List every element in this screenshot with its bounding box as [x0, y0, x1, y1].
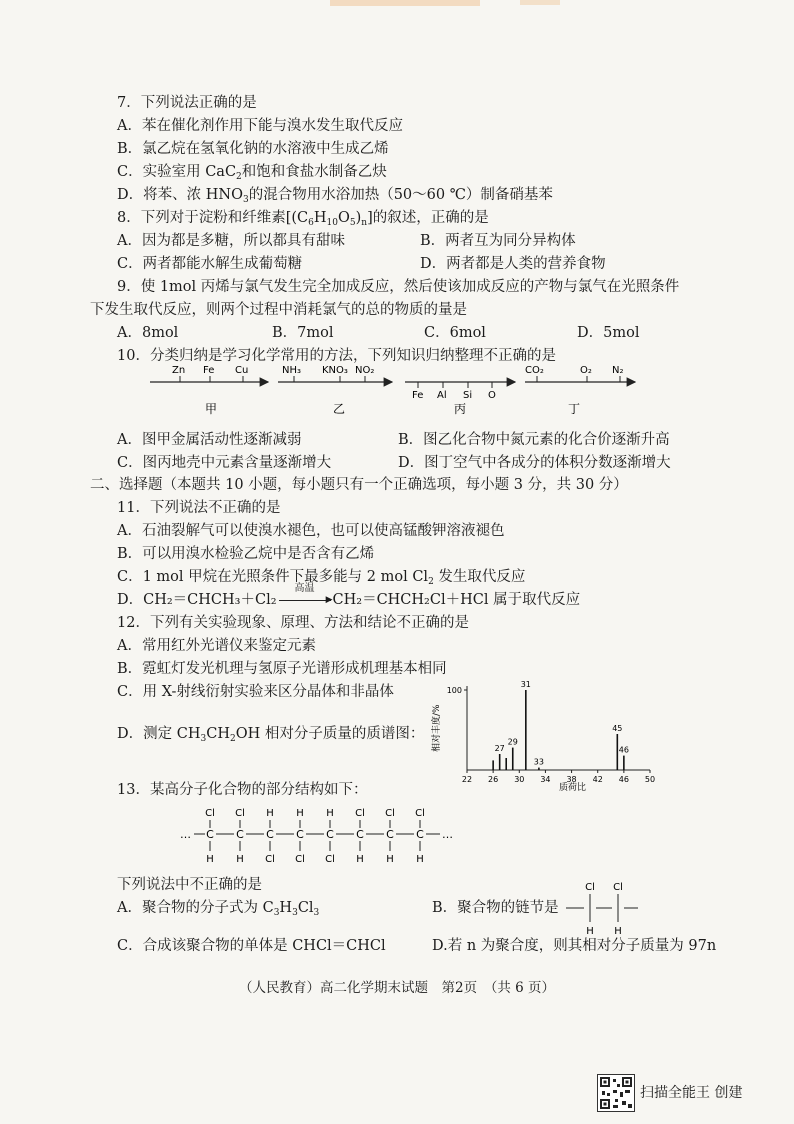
peak-label: 46 — [618, 745, 629, 755]
carbon-atom: C — [296, 828, 304, 841]
q7-option-a: A．苯在催化剂作用下能与溴水发生取代反应 — [117, 118, 403, 134]
reaction-condition: 高温 — [294, 583, 315, 594]
carbon-atom: C — [356, 828, 364, 841]
q10-stem: 10．分类归纳是学习化学常用的方法，下列知识归纳整理不正确的是 — [117, 348, 556, 364]
bing-label: Si — [463, 390, 473, 401]
substituent-atom: H — [326, 808, 334, 819]
bing-name: 丙 — [454, 402, 467, 416]
polymer-structure — [180, 800, 480, 870]
y-axis-label: 相对丰度/% — [432, 704, 442, 752]
q12-option-d: D．测定 $CH_3CH_2OH$ 相对分子质量的质谱图： — [117, 726, 425, 744]
q7-option-c: C．实验室用 CaC$_2$和饱和食盐水制备乙炔 — [117, 164, 387, 182]
peak-label: 27 — [494, 744, 505, 753]
substituent-atom: Cl — [355, 808, 365, 819]
q9-option-c: C．6mol — [424, 325, 486, 341]
q12-stem: 12．下列有关实验现象、原理、方法和结论不正确的是 — [117, 615, 469, 631]
q11-option-a: A．石油裂解气可以使溴水褪色，也可以使高锰酸钾溶液褪色 — [117, 523, 505, 539]
repeat-unit-structure — [560, 870, 640, 934]
section-2-heading: 二、选择题（本题共 10 小题，每小题只有一个正确选项，每小题 3 分，共 30 分） — [90, 477, 628, 493]
qr-code-icon — [597, 1074, 635, 1112]
x-tick-label: 50 — [644, 775, 656, 784]
bing-label: Al — [437, 390, 447, 401]
yi-label: NO₂ — [355, 365, 375, 376]
substituent-atom: H — [386, 854, 394, 865]
substituent-atom: H — [266, 808, 274, 819]
chain-continuation: … — [180, 828, 191, 841]
reaction-arrow-head: ▶ — [325, 595, 333, 605]
ding-label: CO₂ — [525, 365, 544, 376]
q12-option-b: B．霓虹灯发光机理与氢原子光谱形成机理基本相同 — [117, 661, 447, 677]
q13-option-a: A．聚合物的分子式为 $C_3H_3Cl_3$ — [117, 900, 320, 918]
peak-label: 33 — [533, 757, 544, 767]
substituent-atom: Cl — [235, 808, 245, 819]
q8-option-c: C．两者都能水解生成葡萄糖 — [117, 256, 303, 272]
q10-option-d: D．图丁空气中各成分的体积分数逐渐增大 — [398, 455, 671, 471]
top-edge-mark — [330, 0, 480, 6]
x-tick-label: 46 — [618, 775, 629, 784]
q12-option-c: C．用 X-射线衍射实验来区分晶体和非晶体 — [117, 684, 394, 700]
yi-label: KNO₃ — [322, 365, 348, 376]
x-tick-label: 30 — [514, 775, 525, 784]
carbon-atom: C — [416, 828, 424, 841]
substituent-atom: Cl — [205, 808, 215, 819]
bing-label: O — [488, 390, 496, 401]
mass-spectrum-chart — [425, 678, 665, 793]
q9-option-b: B．7mol — [272, 325, 334, 341]
jia-name: 甲 — [205, 402, 218, 416]
substituent-atom: H — [236, 854, 244, 865]
substituent-atom: Cl — [385, 808, 395, 819]
q13-option-d: D.若 n 为聚合度，则其相对分子质量为 97n — [432, 938, 717, 954]
q10-diagrams — [0, 360, 794, 420]
yi-name: 乙 — [333, 402, 346, 416]
peak-label: 31 — [520, 680, 531, 689]
substituent-atom: H — [206, 854, 214, 865]
q9-option-d: D．5mol — [577, 325, 640, 341]
top-edge-mark — [520, 0, 560, 5]
ding-label: N₂ — [612, 365, 624, 376]
substituent-atom: H — [356, 854, 364, 865]
carbon-atom: C — [326, 828, 334, 841]
q8-stem: 8．下列对于淀粉和纤维素$[(C_6H_{10}O_5)_n]$的叙述，正确的是 — [117, 210, 489, 228]
carbon-atom: C — [266, 828, 274, 841]
q7-option-b: B．氯乙烷在氢氧化钠的水溶液中生成乙烯 — [117, 141, 389, 157]
q10-option-b: B．图乙化合物中氮元素的化合价逐渐升高 — [398, 432, 670, 448]
q9-option-a: A．8mol — [117, 325, 179, 341]
substituent-atom: Cl — [325, 854, 335, 865]
carbon-atom: C — [236, 828, 244, 841]
substituent-atom: H — [614, 926, 622, 934]
scanner-watermark: 扫描全能王 创建 — [640, 1085, 743, 1101]
q13-question: 下列说法中不正确的是 — [117, 877, 262, 893]
page-footer: （人民教育）高二化学期末试题 第2页 （共 6 页） — [238, 980, 555, 996]
q11-option-c: C．1 mol 甲烷在光照条件下最多能与 2 mol $Cl_2$ 发生取代反应 — [117, 569, 526, 587]
yi-label: NH₃ — [282, 365, 302, 376]
substituent-atom: Cl — [585, 882, 595, 893]
q13-option-c: C．合成该聚合物的单体是 CHCl＝CHCl — [117, 938, 386, 954]
q13-option-b: B．聚合物的链节是 — [432, 900, 559, 916]
q8-option-b: B．两者互为同分异构体 — [420, 233, 576, 249]
peak-label: 45 — [612, 724, 623, 733]
jia-label: Zn — [172, 365, 186, 376]
carbon-atom: C — [206, 828, 214, 841]
x-tick-label: 38 — [566, 775, 577, 784]
q10-option-a: A．图甲金属活动性逐渐减弱 — [117, 432, 302, 448]
x-tick-label: 26 — [488, 775, 499, 784]
jia-label: Fe — [203, 365, 215, 376]
substituent-atom: Cl — [613, 882, 623, 893]
q13-stem: 13．某高分子化合物的部分结构如下： — [117, 782, 368, 798]
q11-stem: 11．下列说法不正确的是 — [117, 500, 281, 516]
q11-option-b: B．可以用溴水检验乙烷中是否含有乙烯 — [117, 546, 375, 562]
carbon-atom: C — [386, 828, 394, 841]
bing-label: Fe — [412, 390, 424, 401]
q7-stem: 7．下列说法正确的是 — [117, 95, 257, 111]
q8-option-d: D．两者都是人类的营养食物 — [420, 256, 606, 272]
substituent-atom: Cl — [415, 808, 425, 819]
q9-stem-line1: 9．使 1mol 丙烯与氯气发生完全加成反应，然后使该加成反应的产物与氯气在光照条件 — [117, 279, 680, 295]
x-tick-label: 34 — [540, 775, 551, 784]
chain-continuation: … — [442, 828, 453, 841]
x-tick-label: 42 — [592, 775, 603, 784]
substituent-atom: H — [296, 808, 304, 819]
q12-option-a: A．常用红外光谱仪来鉴定元素 — [117, 638, 316, 654]
q9-stem-line2: 下发生取代反应，则两个过程中消耗氯气的总的物质的量是 — [90, 302, 467, 318]
jia-label: Cu — [235, 365, 249, 376]
q8-option-a: A．因为都是多糖，所以都具有甜味 — [117, 233, 345, 249]
substituent-atom: Cl — [265, 854, 275, 865]
x-axis-label: 质荷比 — [559, 783, 587, 793]
peak-label: 29 — [507, 737, 518, 747]
ding-name: 丁 — [568, 402, 581, 416]
q10-option-c: C．图丙地壳中元素含量逐渐增大 — [117, 455, 332, 471]
substituent-atom: H — [586, 926, 594, 934]
substituent-atom: Cl — [295, 854, 305, 865]
x-tick-label: 22 — [461, 775, 473, 784]
q11-option-d: D．CH₂＝CHCH₃＋Cl₂ 高温 ▶ CH₂＝CHCH₂Cl＋HCl 属于取代反应 — [117, 583, 581, 608]
y-tick-label: 100 — [446, 686, 462, 695]
substituent-atom: H — [416, 854, 424, 865]
q7-option-d: D．将苯、浓 $HNO_3$的混合物用水浴加热（50～60 ℃）制备硝基苯 — [117, 187, 553, 205]
reaction-arrow — [279, 600, 331, 601]
ding-label: O₂ — [580, 365, 592, 376]
